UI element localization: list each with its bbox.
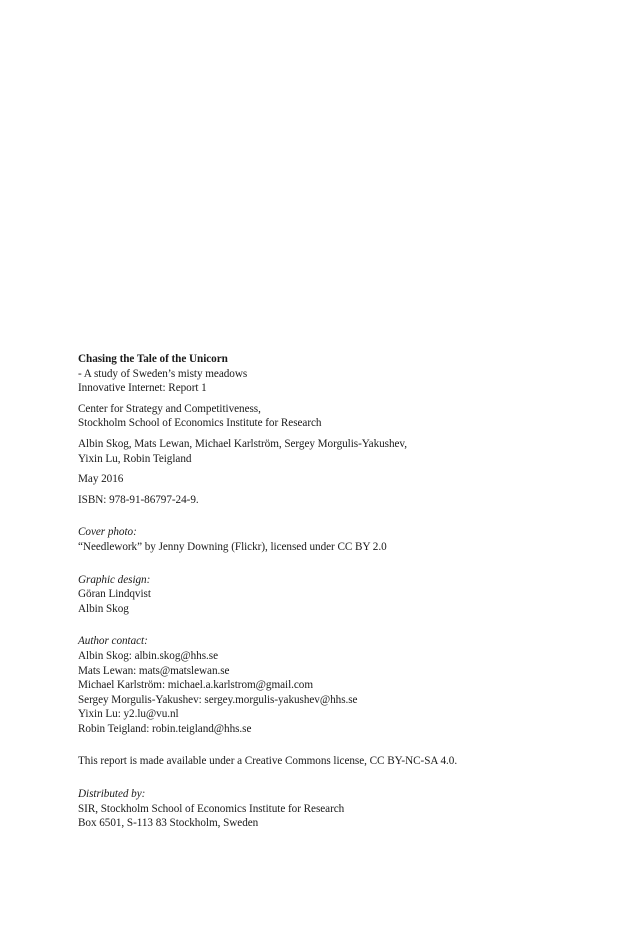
authors-line-2: Yixin Lu, Robin Teigland — [78, 452, 192, 465]
author-contact-entry: Robin Teigland: robin.teigland@hhs.se — [78, 722, 252, 735]
author-contact-heading: Author contact: — [78, 635, 148, 648]
distributor-line-2: Box 6501, S-113 83 Stockholm, Sweden — [78, 817, 259, 830]
graphic-designer-name: Göran Lindqvist — [78, 588, 151, 601]
author-contact-entry: Mats Lewan: mats@matslewan.se — [78, 664, 230, 677]
author-contact-entry: Michael Karlström: michael.a.karlstrom@gmail.com — [78, 679, 314, 692]
isbn: ISBN: 978-91-86797-24-9. — [78, 493, 199, 506]
cover-photo-credit: “Needlework” by Jenny Downing (Flickr), licensed under CC BY 2.0 — [78, 540, 387, 553]
author-contact-entry: Albin Skog: albin.skog@hhs.se — [78, 649, 219, 662]
license-statement: This report is made available under a Creative Commons license, CC BY-NC-SA 4.0. — [78, 755, 458, 768]
graphic-design-heading: Graphic design: — [78, 573, 151, 586]
distributed-by-heading: Distributed by: — [78, 788, 146, 801]
report-title: Chasing the Tale of the Unicorn — [78, 353, 228, 365]
authors-line-1: Albin Skog, Mats Lewan, Michael Karlström, Sergey Morgulis-Yakushev, — [78, 437, 407, 450]
distributor-line-1: SIR, Stockholm School of Economics Institute for Research — [78, 802, 345, 815]
publication-date: May 2016 — [78, 473, 124, 486]
organization-line-2: Stockholm School of Economics Institute for Research — [78, 417, 322, 430]
cover-photo-heading: Cover photo: — [78, 526, 137, 539]
author-contact-entry: Yixin Lu: y2.lu@vu.nl — [78, 708, 179, 721]
report-series: Innovative Internet: Report 1 — [78, 382, 207, 395]
graphic-designer-name: Albin Skog — [78, 602, 129, 615]
report-subtitle: - A study of Sweden’s misty meadows — [78, 367, 248, 380]
author-contact-entry: Sergey Morgulis-Yakushev: sergey.morgulis-yakushev@hhs.se — [78, 693, 358, 706]
colophon-block — [78, 352, 598, 831]
organization-line-1: Center for Strategy and Competitiveness, — [78, 402, 261, 415]
